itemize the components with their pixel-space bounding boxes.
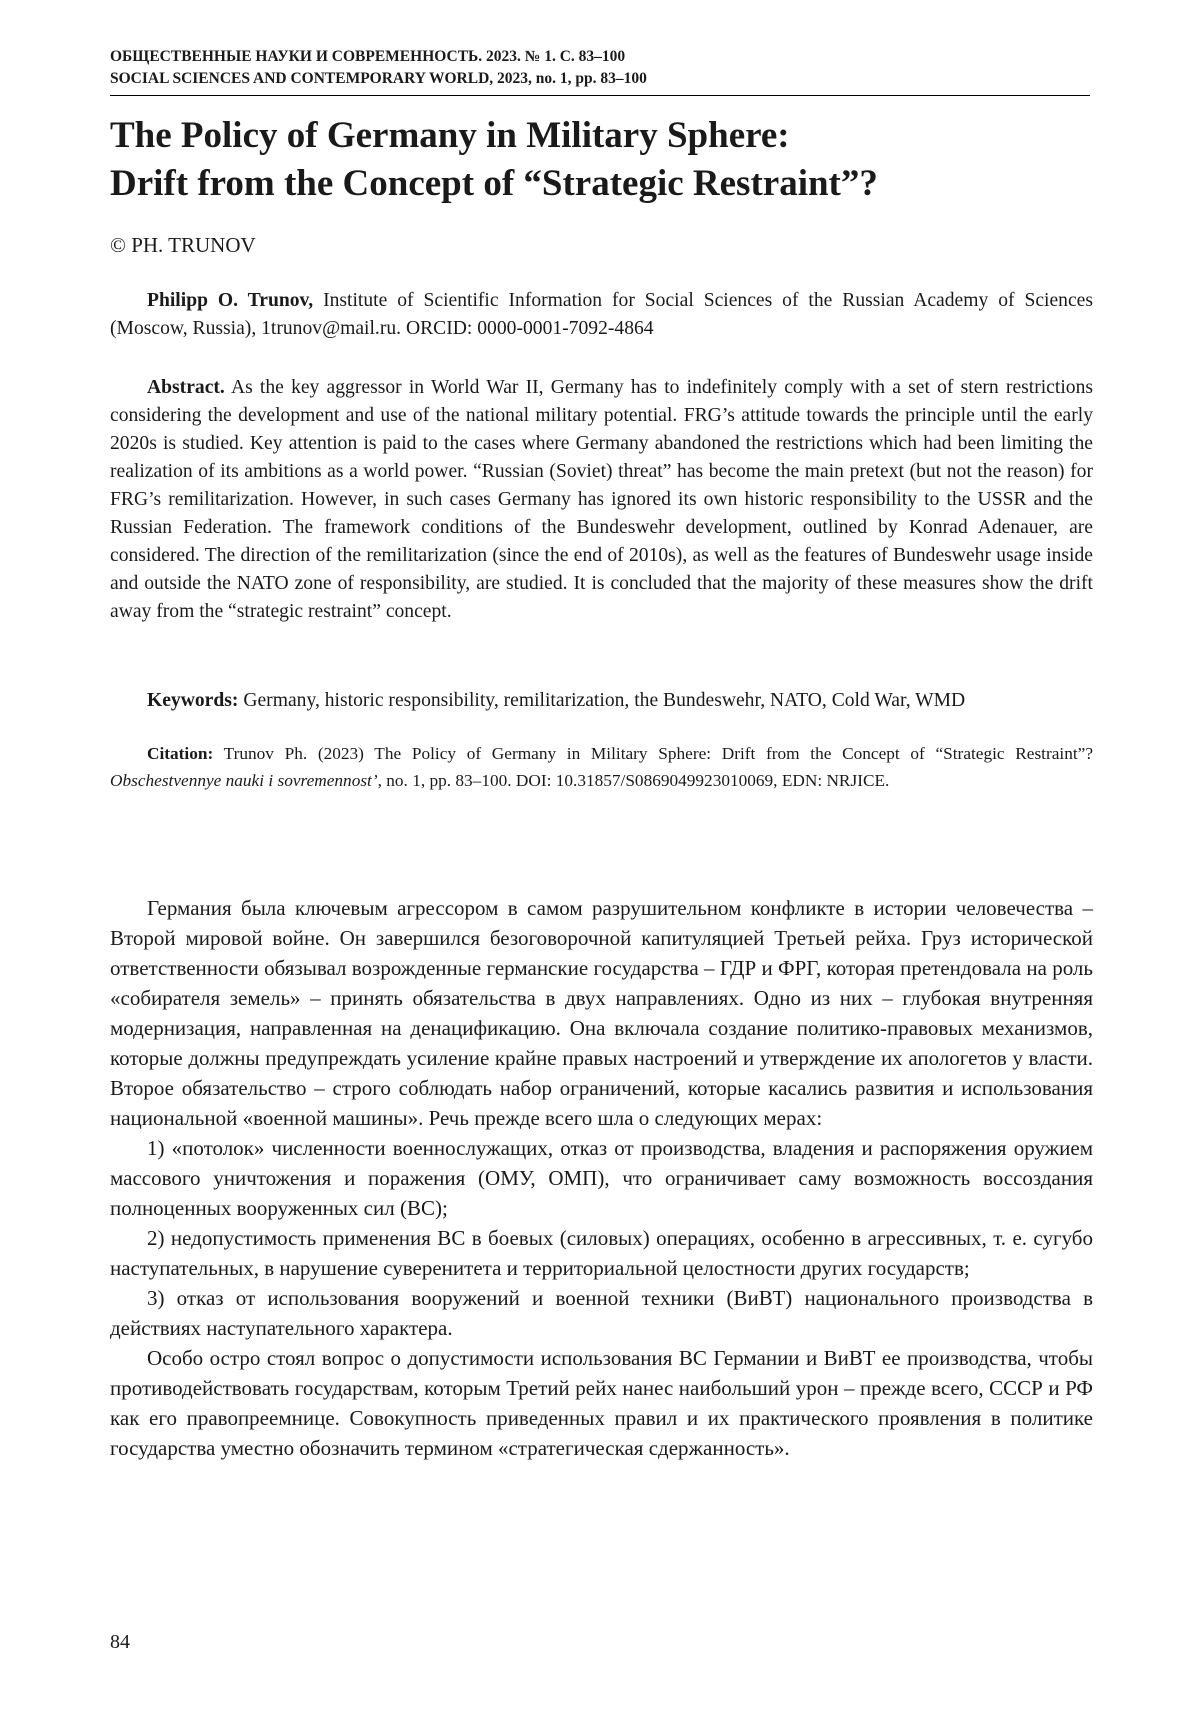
article-body [110,893,1093,1463]
keywords-text: Germany, historic responsibility, remilitarization, the Bundeswehr, NATO, Cold War, WMD [238,690,966,711]
page-number: 84 [110,1631,130,1653]
author-name: Philipp O. Trunov, [147,290,314,311]
citation-journal: Obschestvennye nauki i sovremennost’ [110,771,378,790]
article-title [110,112,1100,208]
body-list-item-1: 1) «потолок» численности военнослужащих, отказ от производства, владения и распоряжения оружием массового уничтожения и поражения (ОМУ, ОМП), что ограничивает саму возможность воссоздания полноценных вооруженных сил (ВС); [110,1136,1093,1220]
citation-text: Trunov Ph. (2023) The Policy of Germany in Military Sphere: Drift from the Concept of “Strategic Restraint”? [213,744,1093,763]
abstract [110,374,1093,626]
keywords-label: Keywords: [147,690,239,711]
journal-header-en: SOCIAL SCIENCES AND CONTEMPORARY WORLD, 2023, no. 1, pp. 83–100 [110,70,647,87]
body-list-item-2: 2) недопустимость применения ВС в боевых (силовых) операциях, особенно в агрессивных, т. е. сугубо наступательных, в нарушение суверенитета и территориальной целостности других государств; [110,1226,1093,1280]
body-list-item-3: 3) отказ от использования вооружений и военной техники (ВиВТ) национального производства в действиях наступательного характера. [110,1286,1093,1340]
article-title-line-2: Drift from the Concept of “Strategic Restraint”? [110,163,878,204]
affiliation-text: Institute of Scientific Information for Social Sciences of the Russian Academy of Sciences (Moscow, Russia), 1trunov@mail.ru. ORCID: 0000-0001-7092-4864 [110,290,1093,339]
body-paragraph-intro: Германия была ключевым агрессором в самом разрушительном конфликте в истории человечества – Второй мировой войне. Он завершился безоговорочной капитуляцией Третьей рейха. Груз исторической ответственности обязывал возрожденные германские государства – ГДР и ФРГ, которая претендовала на роль «собирателя земель» – принять обязательства в двух направлениях. Одно из них – глубокая внутренняя модернизация, направленная на денацификацию. Она включала создание политико-правовых механизмов, которые должны предупреждать усиление крайне правых настроений и утверждение их апологетов у власти. Второе обязательство – строго соблюдать набор ограничений, которые касались развития и использования национальной «военной машины». Речь прежде всего шла о следующих мерах: [110,896,1093,1130]
keywords [110,687,1093,715]
journal-header [110,46,1090,96]
journal-header-ru: ОБЩЕСТВЕННЫЕ НАУКИ И СОВРЕМЕННОСТЬ. 2023. № 1. С. 83–100 [110,48,626,65]
citation-label: Citation: [147,744,214,763]
citation-doi: , no. 1, pp. 83–100. DOI: 10.31857/S0869049923010069, EDN: NRJICE. [377,771,890,790]
body-paragraph-conclusion: Особо остро стоял вопрос о допустимости использования ВС Германии и ВиВТ ее производства, чтобы противодействовать государствам, которым Третий рейх нанес наибольший урон – прежде всего, СССР и РФ как его правопреемнице. Совокупность приведенных правил и их практического проявления в политике государства уместно обозначить термином «стратегическая сдержанность». [110,1346,1093,1460]
copyright-line: © PH. TRUNOV [110,233,256,257]
author-affiliation [110,287,1093,343]
article-title-line-1: The Policy of Germany in Military Sphere: [110,115,790,156]
abstract-text: As the key aggressor in World War II, Germany has to indefinitely comply with a set of stern restrictions considering the development and use of the national military potential. FRG’s attitude towards the principle until the early 2020s is studied. Key attention is paid to the cases where Germany abandoned the restrictions which had been limiting the realization of its ambitions as a world power. “Russian (Soviet) threat” has become the main pretext (but not the reason) for FRG’s remilitarization. However, in such cases Germany has ignored its own historic responsibility to the USSR and the Russian Federation. The framework conditions of the Bundeswehr development, outlined by Konrad Adenauer, are considered. The direction of the remilitarization (since the end of 2010s), as well as the features of Bundeswehr usage inside and outside the NATO zone of responsibility, are studied. It is concluded that the majority of these measures show the drift away from the “strategic restraint” concept. [110,377,1093,622]
abstract-label: Abstract. [147,377,225,398]
citation [110,740,1093,794]
